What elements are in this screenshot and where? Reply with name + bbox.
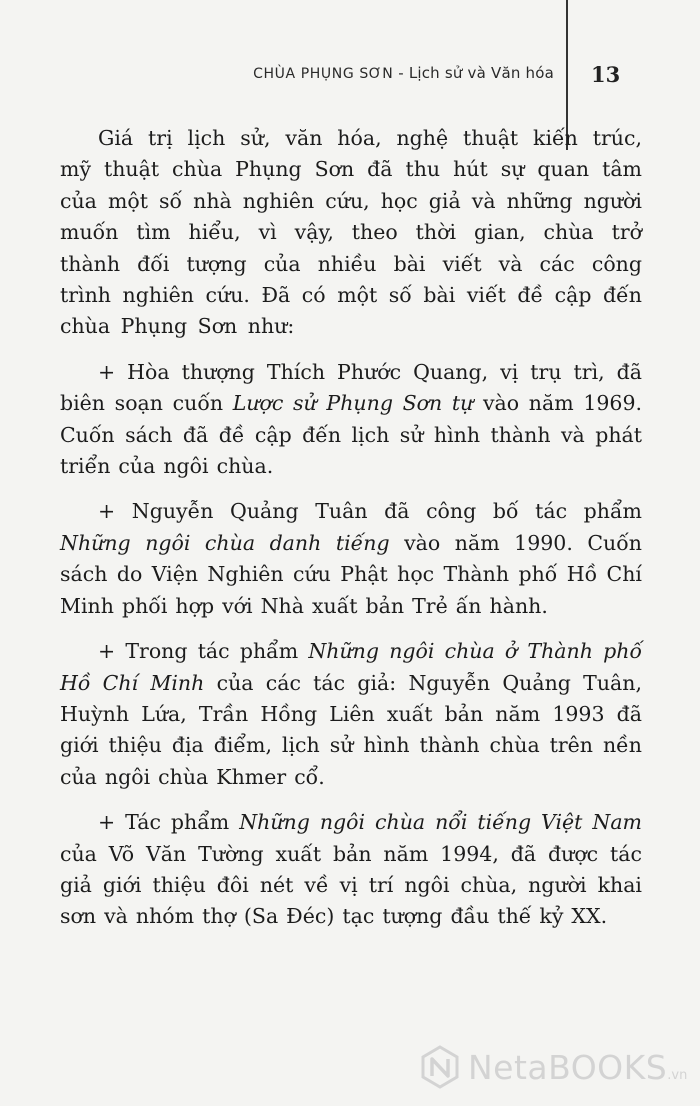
book-title: Những ngôi chùa ở Thành phố Hồ Chí Minh — [60, 639, 642, 695]
paragraph — [60, 123, 642, 343]
text-segment: Giá trị lịch sử, văn hóa, nghệ thuật kiến trúc, mỹ thuật chùa Phụng Sơn đã thu hút sự quan tâm của một số nhà nghiên cứu, học giả và những người muốn tìm hiểu, vì vậy, theo thời gian, chùa trở thành đối tượng của nhiều bài viết và các công trình nghiên cứu. Đã có một số bài viết đề cập đến chùa Phụng Sơn như: — [60, 126, 642, 339]
watermark-text — [468, 1048, 687, 1087]
netabooks-logo-icon — [418, 1045, 462, 1089]
watermark-brand: NetaBOOKS — [468, 1047, 668, 1087]
page-header — [0, 62, 700, 102]
text-segment: + Trong tác phẩm — [98, 639, 309, 664]
paragraph — [60, 636, 642, 793]
text-segment: của các tác giả: Nguyễn Quảng Tuân, Huỳnh Lứa, Trần Hồng Liên xuất bản năm 1993 đã giới thiệu địa điểm, lịch sử hình thành chùa trên nền của ngôi chùa Khmer cổ. — [60, 670, 642, 789]
book-title: Những ngôi chùa danh tiếng — [60, 530, 390, 555]
book-title: Những ngôi chùa nổi tiếng Việt Nam — [239, 810, 642, 835]
text-segment: vào năm 1990. Cuốn sách do Viện Nghiên cứu Phật học Thành phố Hồ Chí Minh phối hợp với Nhà xuất bản Trẻ ấn hành. — [60, 530, 642, 618]
watermark-suffix: .vn — [667, 1067, 688, 1083]
running-title-subtitle: - Lịch sử và Văn hóa — [393, 64, 554, 82]
text-segment: + Nguyễn Quảng Tuân đã công bố tác phẩm — [98, 499, 642, 524]
paragraph — [60, 807, 642, 933]
running-title — [253, 64, 554, 82]
watermark — [418, 1042, 687, 1092]
text-segment: + Tác phẩm — [98, 810, 240, 835]
paragraph — [60, 496, 642, 622]
body-text — [60, 123, 642, 947]
page-number: 13 — [591, 62, 621, 87]
book-title: Lược sử Phụng Sơn tự — [232, 391, 474, 416]
text-segment: của Võ Văn Tường xuất bản năm 1994, đã được tác giả giới thiệu đôi nét về vị trí ngôi chùa, người khai sơn và nhóm thợ (Sa Đéc) tạc tượng đầu thế kỷ XX. — [60, 841, 642, 929]
running-title-book: CHÙA PHỤNG SƠN — [253, 66, 394, 82]
paragraph — [60, 357, 642, 483]
text-segment: vào năm 1969. Cuốn sách đã đề cập đến lịch sử hình thành và phát triển của ngôi chùa. — [60, 391, 643, 479]
text-segment: + Hòa thượng Thích Phước Quang, vị trụ trì, đã biên soạn cuốn — [60, 359, 642, 416]
